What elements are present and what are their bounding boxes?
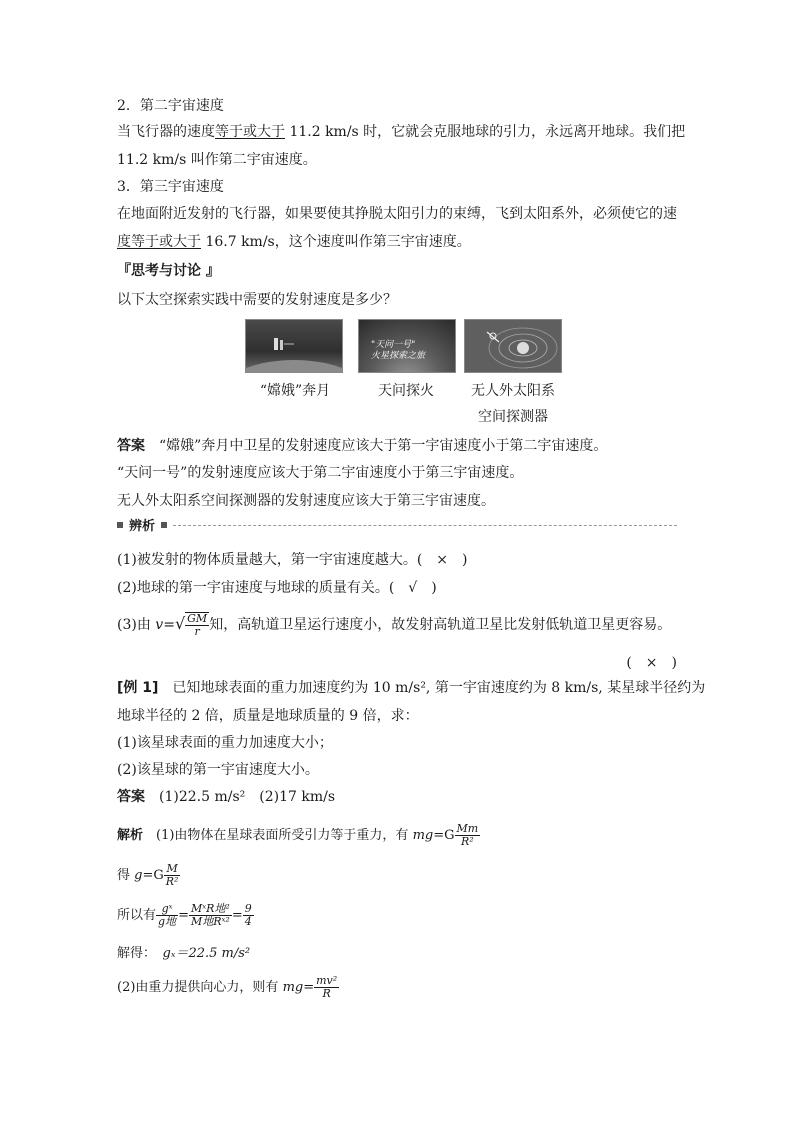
- solution-line2: [117, 858, 180, 894]
- sqrt-fraction: [185, 612, 209, 638]
- judge-2: (2)地球的第一宇宙速度与地球的质量有关。( √ ): [117, 580, 437, 596]
- s2-den: R²: [165, 875, 179, 888]
- solution-s5-lhs: mg: [282, 980, 304, 995]
- s3-f2-den: M地Rˣ²: [190, 915, 230, 928]
- sec2-l1-a: 当飞行器的速度: [117, 124, 215, 140]
- judge-3-a: (3)由: [117, 617, 156, 633]
- judge-3-v: v: [155, 617, 164, 633]
- solar-system-orbits-icon: [465, 320, 561, 372]
- sec3-l2-b: 16.7 km/s，这个速度叫作第三宇宙速度。: [201, 234, 471, 250]
- caption-probe-1: 无人外太阳系: [471, 383, 555, 399]
- judge-3-mark: ( × ): [626, 655, 677, 671]
- solution-s3-frac2: [189, 903, 232, 928]
- caption-chang-e: “嫦娥”奔月: [259, 383, 331, 399]
- change-moon-image: [245, 319, 343, 373]
- sec3-l2-underline: 度等于或大于: [117, 234, 201, 250]
- solution-s5-eq: =: [303, 980, 315, 995]
- think-title: 『思考与讨论 』: [117, 263, 220, 279]
- solution-s1-frac: [455, 823, 481, 848]
- sqrt-den: r: [194, 625, 200, 638]
- analysis-title: 辨析: [129, 519, 156, 534]
- sec3-line2: [117, 232, 471, 252]
- sec3-heading: 3．第三宇宙速度: [117, 179, 224, 195]
- solution-s2-frac: [164, 863, 181, 888]
- solution-s2-a: 得: [117, 868, 135, 883]
- sqrt-sign: √: [174, 614, 186, 633]
- tianwen-text-2: 火星探索之旅: [371, 351, 426, 361]
- example-label: [例 1]: [117, 680, 159, 696]
- judge-3-b: 知，高轨道卫星运行速度小，故发射高轨道卫星比发射低轨道卫星更容易。: [209, 617, 672, 633]
- divider-square-left: [117, 522, 123, 528]
- s5-den: R: [322, 987, 331, 1000]
- s1-den: R²: [461, 835, 474, 848]
- answer1-line2: “天问一号”的发射速度应该大于第二宇宙速度小于第三宇宙速度。: [117, 465, 524, 481]
- solution-label: 解析: [117, 828, 144, 843]
- sec2-l1-b: 11.2 km/s 时，它就会克服地球的引力，永远离开地球。我们把: [285, 124, 686, 140]
- divider-square-right: [161, 522, 167, 528]
- example-answer-text: (1)22.5 m/s² (2)17 km/s: [145, 789, 335, 805]
- s3-f1-den: g地: [158, 915, 177, 928]
- divider-line: [173, 525, 677, 526]
- solution-line5: [117, 970, 339, 1006]
- caption-probe-2: 空间探测器: [478, 409, 548, 425]
- solution-s4-a: 解得：: [117, 946, 163, 961]
- answer1-label: 答案: [117, 438, 145, 454]
- answer1-line1: [117, 436, 607, 456]
- example-q2: (2)该星球的第一宇宙速度大小。: [117, 762, 319, 778]
- think-question: 以下太空探索实践中需要的发射速度是多少？: [117, 292, 397, 308]
- solution-s4-b: gₓ＝22.5 m/s²: [162, 946, 251, 961]
- solar-probe-image: [464, 319, 562, 373]
- solution-s3-a: 所以有: [117, 908, 157, 923]
- solution-line4: [117, 944, 250, 964]
- example-answer: [117, 787, 335, 807]
- sec2-line2: 11.2 km/s 叫作第二宇宙速度。: [117, 152, 317, 168]
- s3-f3-num: 9: [244, 902, 252, 915]
- solution-s1-lhs: mg: [412, 828, 434, 843]
- s2-num: M: [164, 863, 181, 876]
- s1-num: Mm: [456, 822, 479, 835]
- solution-line1: [117, 818, 480, 854]
- solution-s2-eq: =G: [142, 868, 164, 883]
- solution-s5-a: (2)由重力提供向心力，则有: [117, 980, 283, 995]
- solution-s3-frac3: [243, 903, 254, 928]
- sec3-line1: 在地面附近发射的飞行器，如果要使其挣脱太阳引力的束缚，飞到太阳系外，必须使它的速: [117, 206, 677, 222]
- sqrt-num: GM: [187, 612, 208, 625]
- lunar-rocket-icon: [246, 320, 342, 372]
- judge-1: (1)被发射的物体质量越大，第一宇宙速度越大。( × ): [117, 552, 468, 568]
- solution-s3-frac1: [156, 903, 178, 928]
- example-line1: [117, 678, 705, 698]
- solution-line3: 所以有 $\frac{\text{gˣ}}{\text{g地}}$ = $\frac{\text{MˣR地²}}{\text{M地Rˣ²}}$ = $\frac{9}{4}$: [117, 902, 252, 928]
- tianwen-text-1: "天问一号": [371, 340, 416, 350]
- sec2-heading: 2．第二宇宙速度: [117, 98, 224, 114]
- answer1-l1: “嫦娥”奔月中卫星的发射速度应该大于第一宇宙速度小于第二宇宙速度。: [159, 438, 608, 454]
- answer1-line3: 无人外太阳系空间探测器的发射速度应该大于第三宇宙速度。: [117, 493, 495, 509]
- s3-f1-num: gˣ: [156, 903, 178, 916]
- example-q1: (1)该星球表面的重力加速度大小；: [117, 735, 333, 751]
- analysis-divider: [117, 519, 677, 534]
- judge-3: [117, 606, 671, 643]
- s3-f2-num: MˣR地²: [190, 902, 230, 915]
- example-line2: 地球半径的 2 倍，质量是地球质量的 9 倍，求：: [117, 708, 419, 724]
- sec2-line1: [117, 122, 685, 142]
- tianwen-image-caption: [371, 340, 425, 362]
- s5-num: mv²: [316, 974, 338, 987]
- solution-s5-frac: [314, 975, 339, 1000]
- solution-s1-a: (1)由物体在星球表面所受引力等于重力，有: [143, 828, 413, 843]
- example-answer-label: 答案: [117, 789, 145, 805]
- solution-s2-lhs: g: [134, 868, 143, 883]
- s3-f3-den: 4: [244, 915, 252, 928]
- example-l1: 已知地球表面的重力加速度约为 10 m/s², 第一宇宙速度约为 8 km/s, 某星球半径约为: [158, 680, 706, 696]
- caption-tianwen: 天问探火: [378, 383, 434, 399]
- tianwen-mars-image: [358, 319, 456, 373]
- judge-3-eq: =: [163, 617, 175, 633]
- sec2-l1-underline: 等于或大于: [215, 124, 285, 140]
- solution-s1-eq: =G: [433, 828, 455, 843]
